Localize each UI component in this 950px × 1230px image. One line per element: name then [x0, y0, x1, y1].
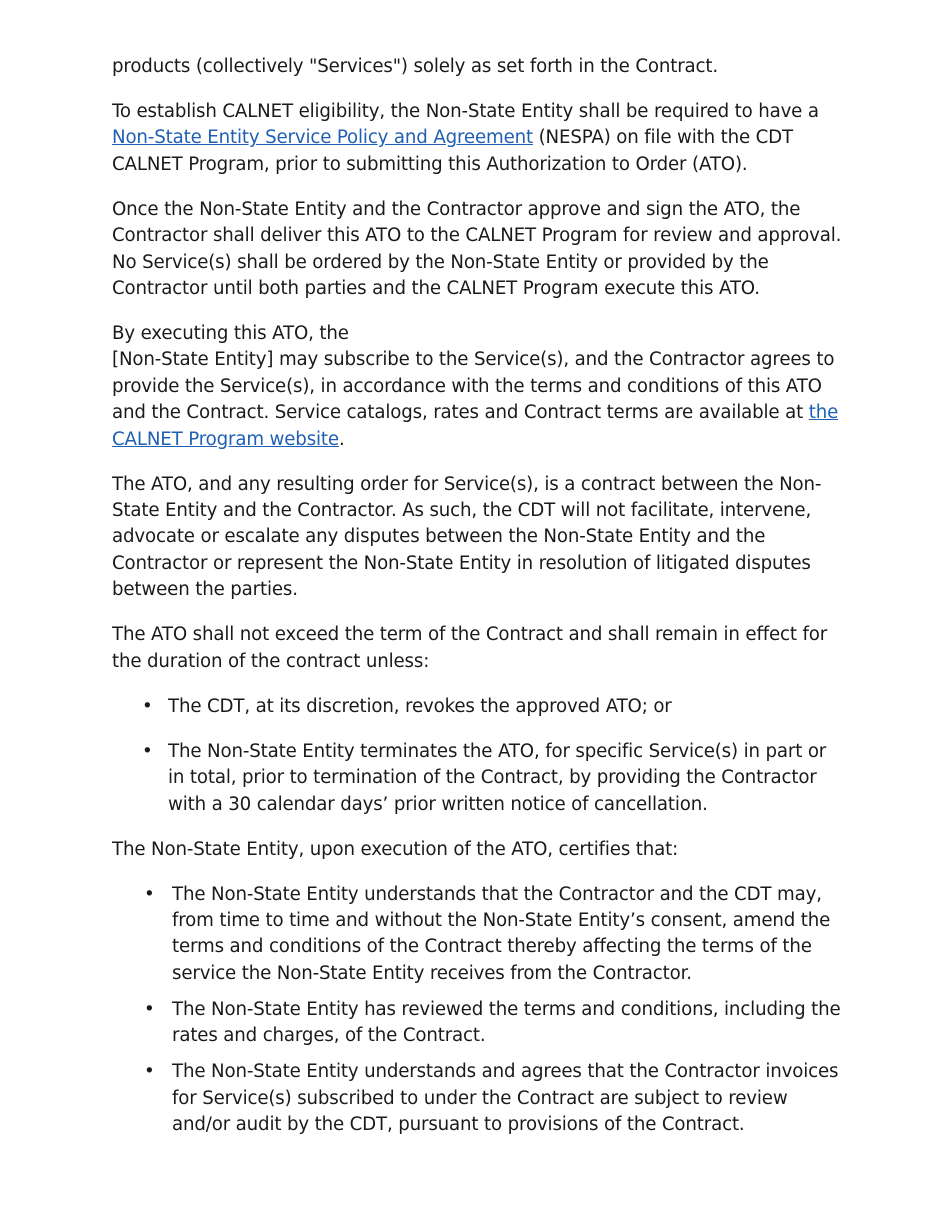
nespa-link[interactable]: Non-State Entity Service Policy and Agreement	[112, 127, 533, 149]
bullet-icon: •	[144, 998, 155, 1020]
paragraph-executing	[112, 321, 842, 453]
bullet-icon: •	[142, 740, 153, 762]
list-item-text: The Non-State Entity has reviewed the terms and conditions, including the rates and charges, of the Contract.	[172, 998, 841, 1047]
eligibility-text-end: (NESPA) on file with the CDT CALNET Program, prior to submitting this Authorization to Order (ATO).	[112, 127, 794, 175]
executing-text-body: [Non-State Entity] may subscribe to the Service(s), and the Contractor agrees to provide the Service(s), in accordance with the terms and conditions of this ATO and the Contract. Service catalogs, rates and Contract terms are available at	[112, 349, 835, 424]
paragraph-contract-disputes: The ATO, and any resulting order for Service(s), is a contract between the Non-State Entity and the Contractor. As such, the CDT will not facilitate, intervene, advocate or escalate any disputes between the Non-State Entity and the Contractor or represent the Non-State Entity in resolution of litigated disputes between the parties.	[112, 473, 822, 601]
list-item-text: The CDT, at its discretion, revokes the approved ATO; or	[168, 695, 672, 717]
list-item-text: The Non-State Entity understands and agrees that the Contractor invoices for Service(s) subscribed to under the Contract are subject to review and/or audit by the CDT, pursuant to provisions of the Contract.	[172, 1061, 839, 1135]
bullet-icon: •	[144, 1061, 155, 1083]
bullet-icon: •	[142, 695, 153, 717]
list-item	[112, 882, 842, 988]
calnet-website-link[interactable]: the CALNET Program website	[112, 402, 839, 450]
certifies-list	[112, 882, 842, 1139]
paragraph-certifies: The Non-State Entity, upon execution of the ATO, certifies that:	[112, 838, 679, 860]
unless-list	[112, 694, 842, 818]
paragraph-eligibility	[112, 99, 842, 178]
list-item	[112, 739, 842, 818]
bullet-icon: •	[144, 883, 155, 905]
executing-text-end: .	[338, 428, 345, 450]
eligibility-text-start: To establish CALNET eligibility, the Non-State Entity shall be required to have a	[112, 101, 819, 122]
list-item	[112, 1059, 842, 1138]
paragraph-term: The ATO shall not exceed the term of the Contract and shall remain in effect for the duration of the contract unless:	[112, 624, 828, 672]
paragraph-approval: Once the Non-State Entity and the Contractor approve and sign the ATO, the Contractor shall deliver this ATO to the CALNET Program for review and approval. No Service(s) shall be ordered by the Non-State Entity or provided by the Contractor until both parties and the CALNET Program execute this ATO.	[112, 198, 842, 300]
list-item-text: The Non-State Entity terminates the ATO, for specific Service(s) in part or in total, prior to termination of the Contract, by providing the Contractor with a 30 calendar days’ prior written notice of cancellation.	[168, 740, 827, 815]
list-item	[112, 997, 842, 1050]
paragraph-services: products (collectively "Services") solely as set forth in the Contract.	[112, 56, 718, 77]
list-item	[112, 694, 842, 720]
executing-text-line1: By executing this ATO, the	[112, 323, 349, 345]
document-page	[112, 54, 842, 1157]
list-item-text: The Non-State Entity understands that the Contractor and the CDT may, from time to time and without the Non-State Entity’s consent, amend the terms and conditions of the Contract thereby affecting the terms of the service the Non-State Entity receives from the Contractor.	[172, 883, 831, 984]
